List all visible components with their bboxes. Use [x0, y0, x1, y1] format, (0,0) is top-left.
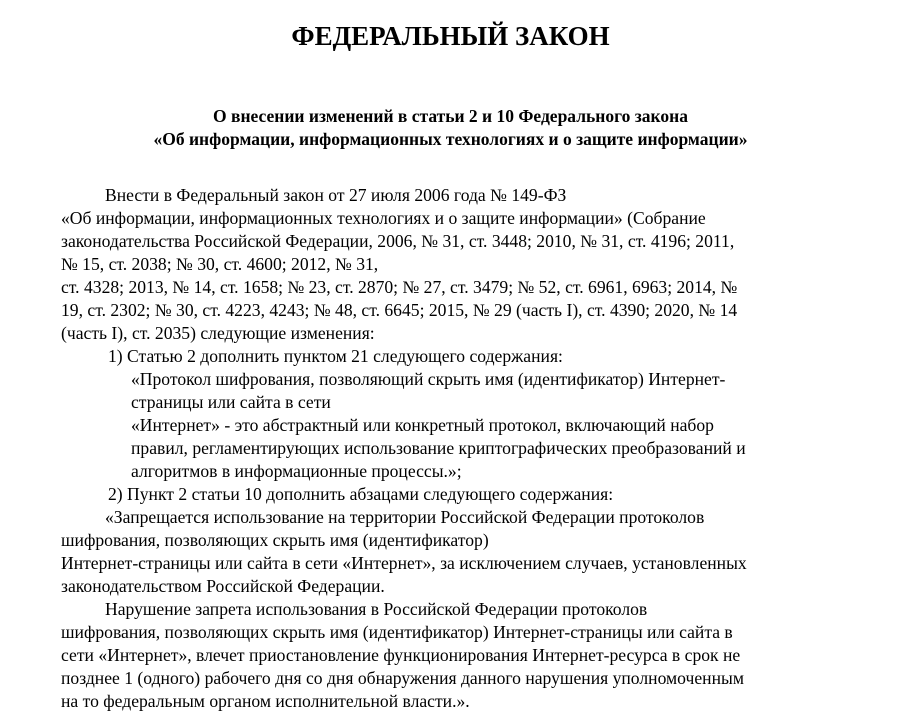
item-2-line-6: Нарушение запрета использования в Российской Федерации протоколов — [105, 599, 648, 619]
item-2-line-10: на то федеральным органом исполнительной власти.». — [61, 691, 470, 711]
intro-line-1: Внести в Федеральный закон от 27 июля 2006 года № 149-ФЗ — [105, 185, 567, 205]
document-subtitle-line-2: «Об информации, информационных технологиях и о защите информации» — [153, 129, 748, 149]
document-title: ФЕДЕРАЛЬНЫЙ ЗАКОН — [291, 21, 610, 51]
item-1-line-6: алгоритмов в информационные процессы.»; — [131, 461, 462, 481]
item-2-line-4: Интернет-страницы или сайта в сети «Интернет», за исключением случаев, установленных — [61, 553, 747, 573]
item-2-line-3: шифрования, позволяющих скрыть имя (идентификатор) — [61, 530, 489, 550]
item-1-line-3: страницы или сайта в сети — [131, 392, 331, 412]
document-subtitle-line-1: О внесении изменений в статьи 2 и 10 Федерального закона — [213, 106, 688, 126]
item-2-heading: 2) Пункт 2 статьи 10 дополнить абзацами следующего содержания: — [108, 484, 614, 504]
item-2-line-8: сети «Интернет», влечет приостановление функционирования Интернет-ресурса в срок не — [61, 645, 741, 665]
item-1-line-4: «Интернет» - это абстрактный или конкретный протокол, включающий набор — [131, 415, 714, 435]
item-2-line-5: законодательством Российской Федерации. — [61, 576, 385, 596]
intro-line-7: (часть I), ст. 2035) следующие изменения: — [61, 323, 375, 343]
item-2-line-9: позднее 1 (одного) рабочего дня со дня обнаружения данного нарушения уполномоченным — [61, 668, 744, 688]
intro-line-3: законодательства Российской Федерации, 2006, № 31, ст. 3448; 2010, № 31, ст. 4196; 2011, — [61, 231, 735, 251]
item-1-heading: 1) Статью 2 дополнить пунктом 21 следующего содержания: — [108, 346, 563, 366]
intro-line-5: ст. 4328; 2013, № 14, ст. 1658; № 23, ст. 2870; № 27, ст. 3479; № 52, ст. 6961, 6963; 2014, № — [61, 277, 738, 297]
item-1-line-2: «Протокол шифрования, позволяющий скрыть имя (идентификатор) Интернет- — [131, 369, 726, 389]
item-1-line-5: правил, регламентирующих использование криптографических преобразований и — [131, 438, 746, 458]
intro-line-4: № 15, ст. 2038; № 30, ст. 4600; 2012, № 31, — [61, 254, 379, 274]
item-2-line-7: шифрования, позволяющих скрыть имя (идентификатор) Интернет-страницы или сайта в — [61, 622, 733, 642]
intro-line-6: 19, ст. 2302; № 30, ст. 4223, 4243; № 48, ст. 6645; 2015, № 29 (часть I), ст. 4390; 2020, № 14 — [61, 300, 738, 320]
item-2-line-2: «Запрещается использование на территории Российской Федерации протоколов — [105, 507, 705, 527]
intro-line-2: «Об информации, информационных технологиях и о защите информации» (Собрание — [61, 208, 706, 228]
